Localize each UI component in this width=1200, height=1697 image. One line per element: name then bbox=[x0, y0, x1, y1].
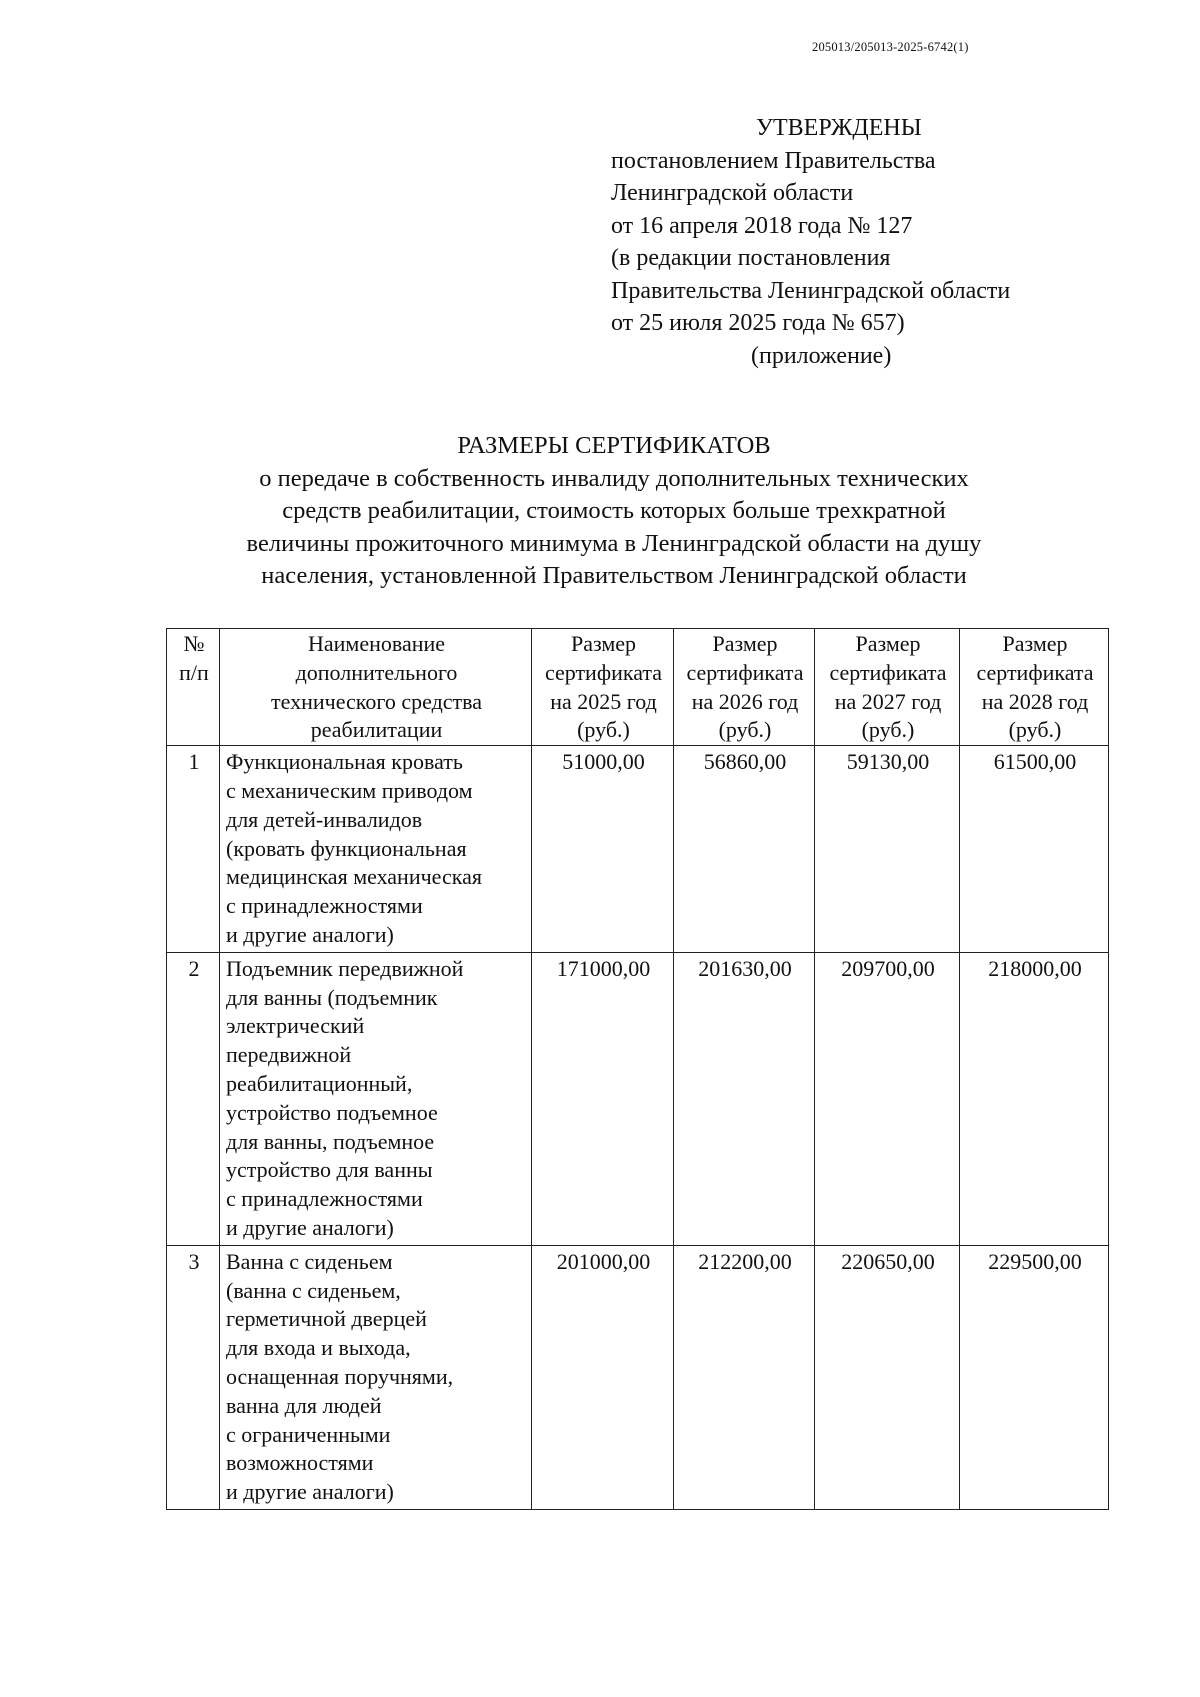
table-header-row bbox=[167, 629, 1109, 746]
row-value-2025: 51000,00 bbox=[532, 746, 674, 953]
row-value-2027: 209700,00 bbox=[815, 952, 960, 1245]
row-number: 1 bbox=[167, 746, 220, 953]
row-value-2026: 201630,00 bbox=[674, 952, 815, 1245]
certificate-table bbox=[166, 628, 1109, 1510]
row-number: 2 bbox=[167, 952, 220, 1245]
row-value-2026: 56860,00 bbox=[674, 746, 815, 953]
row-value-2028: 218000,00 bbox=[960, 952, 1109, 1245]
document-subtitle-line: величины прожиточного минимума в Ленинградской области на душу bbox=[246, 529, 982, 557]
table-row bbox=[167, 746, 1109, 953]
document-subtitle-line: населения, установленной Правительством Ленинградской области bbox=[261, 562, 967, 589]
header-name: Наименование дополнительного технического средства реабилитации bbox=[220, 629, 532, 746]
row-value-2028: 61500,00 bbox=[960, 746, 1109, 953]
row-value-2025: 201000,00 bbox=[532, 1245, 674, 1509]
approval-line: Правительства Ленинградской области bbox=[611, 277, 1011, 304]
approval-line: Ленинградской области bbox=[611, 180, 854, 206]
header-2025: Размер сертификата на 2025 год (руб.) bbox=[532, 629, 674, 746]
approval-block bbox=[611, 112, 1010, 372]
header-2028: Размер сертификата на 2028 год (руб.) bbox=[960, 629, 1109, 746]
row-value-2027: 220650,00 bbox=[815, 1245, 960, 1509]
row-value-2025: 171000,00 bbox=[532, 952, 674, 1245]
row-name: Функциональная кровать с механическим приводом для детей-инвалидов (кровать функциональная медицинская механическая с принадлежностями и другие аналоги) bbox=[220, 746, 532, 953]
table-row bbox=[167, 952, 1109, 1245]
row-value-2027: 59130,00 bbox=[815, 746, 960, 953]
approval-line: от 16 апреля 2018 года № 127 bbox=[611, 212, 913, 239]
row-name: Подъемник передвижной для ванны (подъемник электрический передвижной реабилитационный, устройство подъемное для ванны, подъемное устройство для ванны с принадлежностями и другие аналоги) bbox=[220, 952, 532, 1245]
document-subtitle-line: о передаче в собственность инвалиду дополнительных технических bbox=[259, 464, 969, 492]
header-2026: Размер сертификата на 2026 год (руб.) bbox=[674, 629, 815, 746]
approval-line: от 25 июля 2025 года № 657) bbox=[611, 310, 905, 336]
document-title-block bbox=[150, 430, 1078, 593]
row-number: 3 bbox=[167, 1245, 220, 1509]
table-row bbox=[167, 1245, 1109, 1509]
row-name: Ванна с сиденьем (ванна с сиденьем, герметичной дверцей для входа и выхода, оснащенная поручнями, ванна для людей с ограниченными возможностями и другие аналоги) bbox=[220, 1245, 532, 1509]
row-value-2028: 229500,00 bbox=[960, 1245, 1109, 1509]
approval-appendix: (приложение) bbox=[751, 342, 892, 369]
document-title: РАЗМЕРЫ СЕРТИФИКАТОВ bbox=[457, 432, 771, 459]
document-subtitle-line: средств реабилитации, стоимость которых больше трехкратной bbox=[282, 497, 946, 524]
approval-line: постановлением Правительства bbox=[611, 147, 936, 174]
row-value-2026: 212200,00 bbox=[674, 1245, 815, 1509]
document-id: 205013/205013-2025-6742(1) bbox=[812, 40, 969, 54]
approval-line: (в редакции постановления bbox=[611, 245, 891, 271]
header-number: № п/п bbox=[167, 629, 220, 746]
approval-heading: УТВЕРЖДЕНЫ bbox=[756, 115, 922, 141]
header-2027: Размер сертификата на 2027 год (руб.) bbox=[815, 629, 960, 746]
